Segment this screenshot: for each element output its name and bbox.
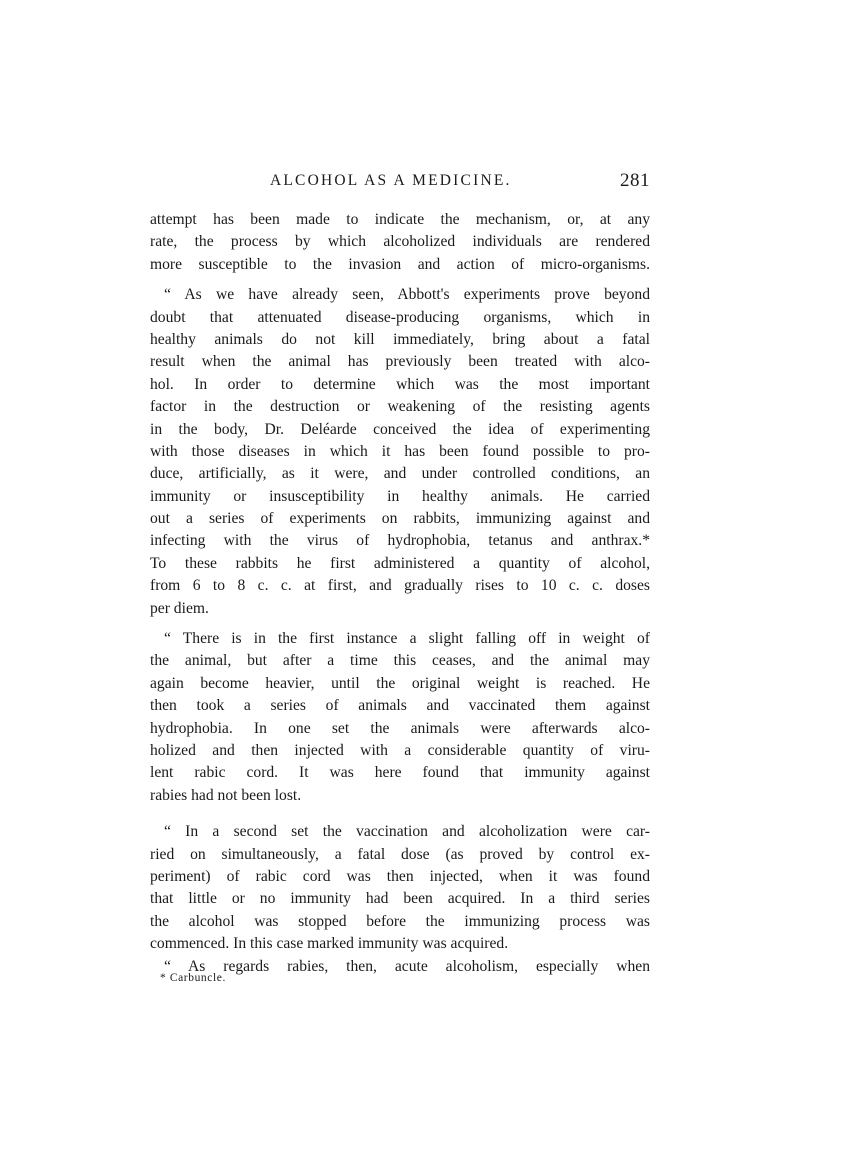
paragraph-1 [150,209,650,276]
text-line: To these rabbits he first administered a quantity of alcohol, [150,554,650,572]
text-line: periment) of rabic cord was then injected, when it was found [150,867,650,885]
text-line: lent rabic cord. It was here found that immunity against [150,764,650,782]
text-line: hydrophobia. In one set the animals were afterwards alco- [150,719,650,737]
paragraph-gap [150,620,650,628]
text-line: out a series of experiments on rabbits, immunizing against and [150,510,650,528]
paragraph-3 [150,628,650,807]
text-line: again become heavier, until the original weight is reached. He [150,674,650,692]
text-line: attempt has been made to indicate the mechanism, or, at any [150,211,650,228]
text-line: the alcohol was stopped before the immunizing process was [150,912,650,930]
paragraph-gap [150,276,650,284]
running-head-title: ALCOHOL AS A MEDICINE. [270,172,512,189]
text-line: infecting with the virus of hydrophobia, tetanus and anthrax.* [150,532,650,550]
text-line: rabies had not been lost. [150,786,302,804]
text-line: per diem. [150,599,209,617]
paragraph-4 [150,821,650,955]
text-line: more susceptible to the invasion and action of micro-organisms. [150,255,650,273]
footnote: * Carbuncle. [160,972,226,984]
text-line: hol. In order to determine which was the most important [150,375,650,393]
paragraph-gap [150,807,650,821]
text-line: healthy animals do not kill immediately, bring about a fatal [150,330,650,348]
text-line: factor in the destruction or weakening of the resisting agents [150,398,650,416]
page-number: 281 [620,170,650,191]
text-line: commenced. In this case marked immunity was acquired. [150,935,509,953]
running-header [150,170,650,194]
text-line: immunity or insusceptibility in healthy animals. He carried [150,487,650,505]
body-text [150,209,650,978]
paragraph-2 [150,284,650,620]
text-line: the animal, but after a time this ceases, and the animal may [150,652,650,670]
text-line: ried on simultaneously, a fatal dose (as proved by control ex- [150,845,650,863]
text-line: from 6 to 8 c. c. at first, and gradually rises to 10 c. c. doses [150,577,650,595]
text-line: “ In a second set the vaccination and alcoholization were car- [164,823,650,841]
text-line: “ As we have already seen, Abbott's experiments prove beyond [164,286,650,304]
text-line: rate, the process by which alcoholized individuals are rendered [150,233,650,251]
text-line: duce, artificially, as it were, and under controlled conditions, an [150,465,650,483]
text-line: “ As regards rabies, then, acute alcoholism, especially when [164,957,650,975]
text-line: “ There is in the first instance a slight falling off in weight of [164,630,650,648]
text-line: holized and then injected with a considerable quantity of viru- [150,741,650,759]
text-line: result when the animal has previously been treated with alco- [150,353,650,371]
text-line: that little or no immunity had been acquired. In a third series [150,890,650,908]
text-line: then took a series of animals and vaccinated them against [150,697,650,715]
text-line: doubt that attenuated disease-producing organisms, which in [150,308,650,326]
text-line: with those diseases in which it has been found possible to pro- [150,442,650,460]
text-line: in the body, Dr. Deléarde conceived the idea of experimenting [150,420,650,438]
